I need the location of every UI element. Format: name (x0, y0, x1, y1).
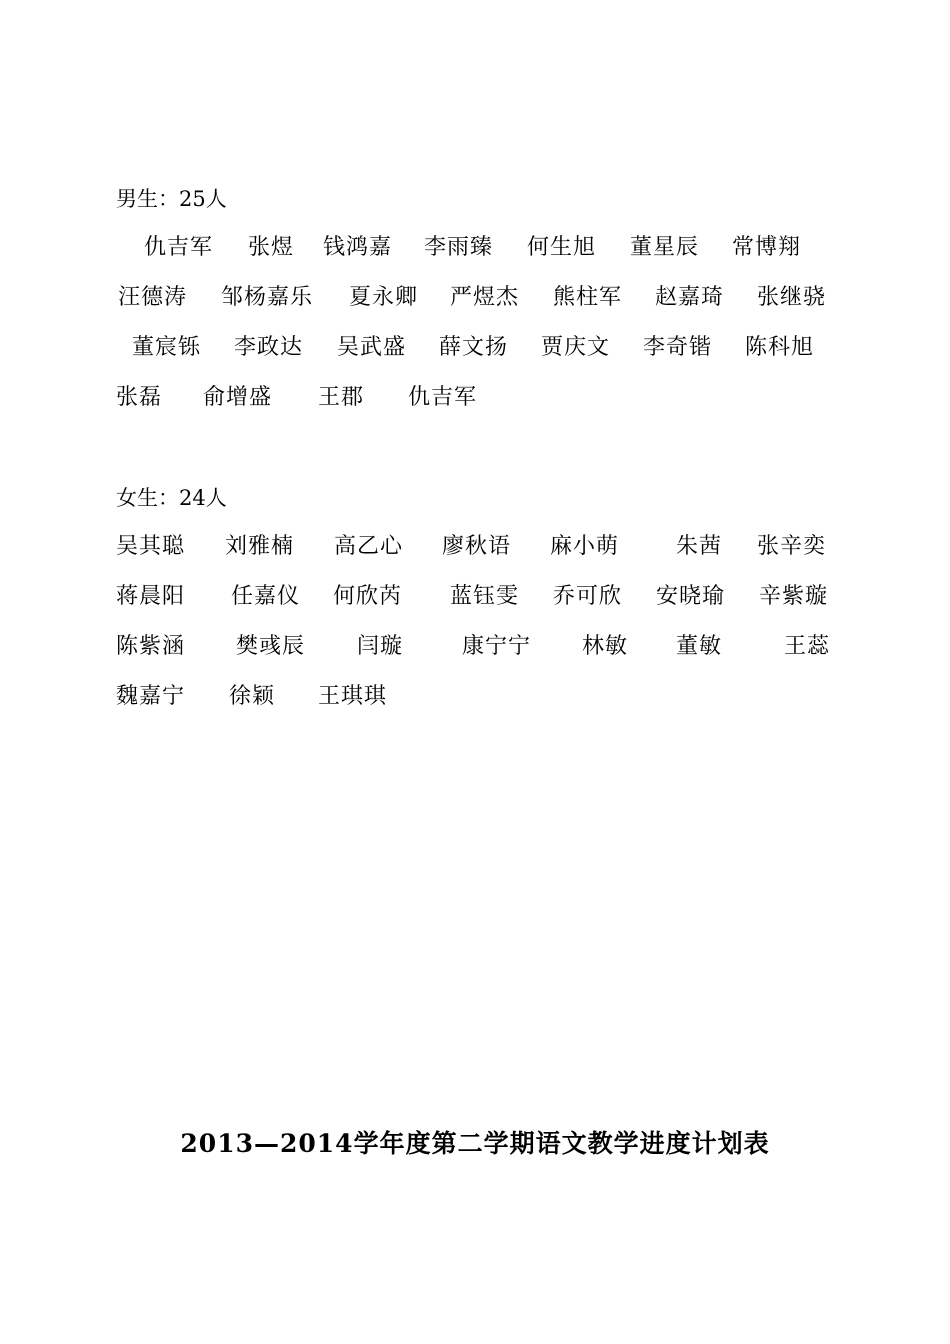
girls-name: 董敏 (676, 634, 723, 659)
boys-row-3 (0, 333, 950, 363)
boys-name: 李奇锴 (643, 335, 713, 360)
girls-name: 闫璇 (357, 634, 404, 659)
girls-name: 王蕊 (784, 634, 831, 659)
boys-name: 董星辰 (630, 235, 700, 260)
boys-name: 赵嘉琦 (655, 285, 725, 310)
boys-name: 张磊 (116, 385, 163, 410)
boys-heading: 男生：25人 (116, 187, 227, 211)
girls-name: 张辛奕 (757, 534, 827, 559)
boys-name: 张继骁 (757, 285, 827, 310)
girls-name: 吴其聪 (116, 534, 186, 559)
girls-name: 林敏 (582, 634, 629, 659)
boys-name: 何生旭 (527, 235, 597, 260)
girls-name: 樊彧辰 (236, 634, 306, 659)
boys-name: 常博翔 (732, 235, 802, 260)
boys-name: 王郡 (318, 385, 365, 410)
girls-name: 廖秋语 (442, 534, 512, 559)
boys-name: 陈科旭 (745, 335, 815, 360)
girls-name: 任嘉仪 (231, 584, 301, 609)
girls-name: 刘雅楠 (225, 534, 295, 559)
boys-name: 钱鸿嘉 (323, 235, 393, 260)
boys-name: 薛文扬 (439, 335, 509, 360)
schedule-title: 2013—2014学年度第二学期语文教学进度计划表 (180, 1129, 770, 1158)
boys-row-1 (0, 233, 950, 263)
girls-row-3 (0, 632, 950, 662)
boys-name: 严煜杰 (450, 285, 520, 310)
girls-name: 康宁宁 (462, 634, 532, 659)
girls-name: 蒋晨阳 (116, 584, 186, 609)
boys-name: 俞增盛 (203, 385, 273, 410)
girls-name: 陈紫涵 (116, 634, 186, 659)
girls-name: 何欣芮 (333, 584, 403, 609)
boys-row-4 (0, 383, 950, 413)
boys-name: 汪德涛 (118, 285, 188, 310)
boys-name: 董宸铄 (132, 335, 202, 360)
boys-name: 吴武盛 (337, 335, 407, 360)
boys-name: 夏永卿 (349, 285, 419, 310)
girls-name: 朱茜 (676, 534, 723, 559)
boys-name: 熊柱军 (553, 285, 623, 310)
boys-name: 李雨臻 (424, 235, 494, 260)
girls-heading: 女生：24人 (116, 486, 227, 510)
girls-name: 安晓瑜 (656, 584, 726, 609)
boys-row-2 (0, 283, 950, 313)
girls-name: 乔可欣 (553, 584, 623, 609)
boys-name: 仇吉军 (144, 235, 214, 260)
girls-row-1 (0, 532, 950, 562)
boys-name: 贾庆文 (541, 335, 611, 360)
girls-name: 高乙心 (334, 534, 404, 559)
boys-name: 李政达 (234, 335, 304, 360)
girls-row-2 (0, 582, 950, 612)
girls-name: 魏嘉宁 (116, 684, 186, 709)
girls-name: 蓝钰雯 (450, 584, 520, 609)
girls-name: 徐颖 (229, 684, 276, 709)
girls-row-4 (0, 682, 950, 712)
girls-name: 麻小萌 (550, 534, 620, 559)
girls-name: 辛紫璇 (759, 584, 829, 609)
boys-name: 邹杨嘉乐 (221, 285, 314, 310)
girls-name: 王琪琪 (318, 684, 388, 709)
boys-name: 仇吉军 (408, 385, 478, 410)
boys-name: 张煜 (248, 235, 295, 260)
